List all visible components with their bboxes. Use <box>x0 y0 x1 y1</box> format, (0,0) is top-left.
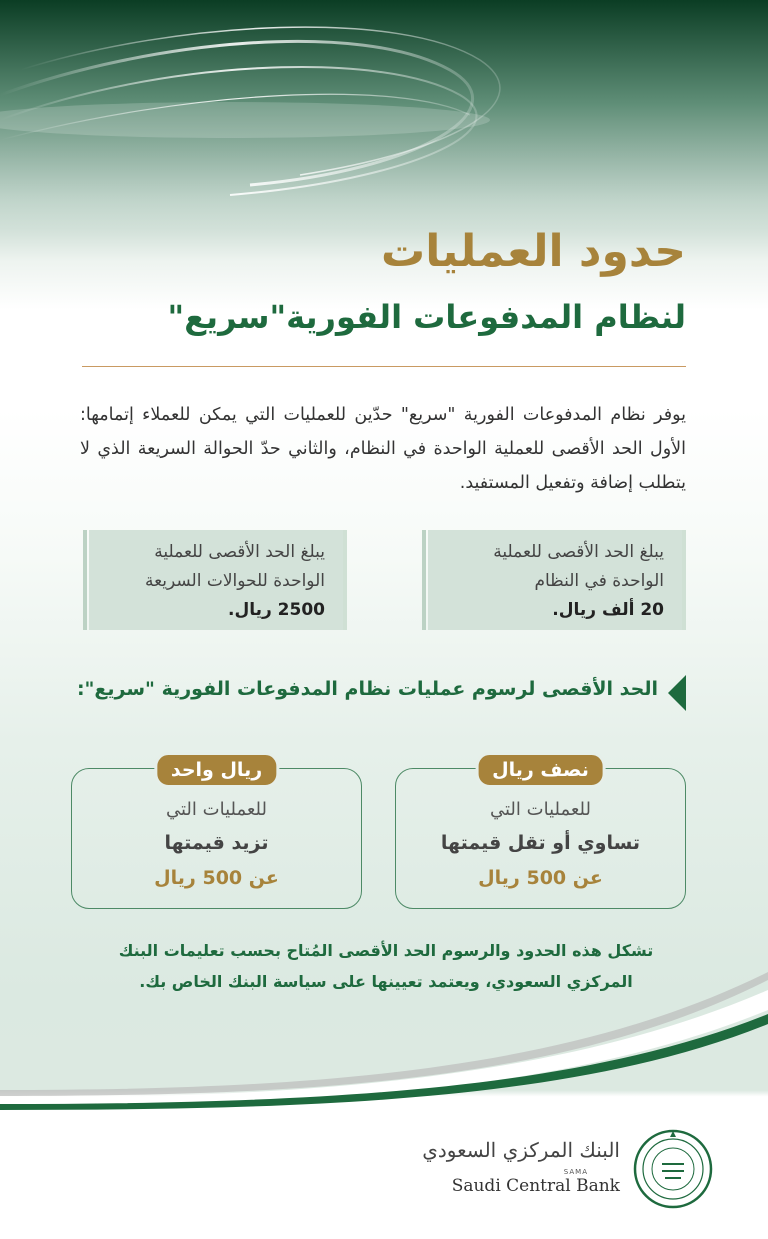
fee-badge: ريال واحد <box>154 752 279 788</box>
sama-logo <box>414 1128 714 1210</box>
fee-line2: تساوي أو تقل قيمتها <box>440 832 641 854</box>
fee-badge: نصف ريال <box>475 752 606 788</box>
fees-heading: الحد الأقصى لرسوم عمليات نظام المدفوعات الفورية "سريع": <box>76 678 658 700</box>
limit-card-line1: يبلغ الحد الأقصى للعملية <box>154 542 325 562</box>
sama-seal-icon <box>632 1128 714 1210</box>
limit-card-bar <box>422 530 426 630</box>
limit-card-bar <box>83 530 87 630</box>
logo-arabic-name: البنك المركزي السعودي <box>422 1138 620 1162</box>
page-subtitle: لنظام المدفوعات الفورية"سريع" <box>167 298 686 336</box>
footer-swoosh-graphic <box>0 920 768 1120</box>
limit-card-amount: 20 ألف ريال. <box>552 600 664 620</box>
fee-line2: تزيد قيمتها <box>164 832 269 854</box>
page-title: حدود العمليات <box>381 226 686 277</box>
fee-line1: للعمليات التي <box>166 799 267 820</box>
fee-line1: للعمليات التي <box>490 799 591 820</box>
logo-abbr: SAMA <box>563 1168 588 1176</box>
header-swirl-graphic <box>0 0 768 230</box>
limit-card-line2: الواحدة في النظام <box>534 571 664 591</box>
limit-card-line2: الواحدة للحوالات السريعة <box>144 571 325 591</box>
fee-card-half-riyal <box>395 759 686 909</box>
fee-card-one-riyal <box>71 759 362 909</box>
title-divider <box>82 366 686 367</box>
disclaimer-text: تشكل هذه الحدود والرسوم الحد الأقصى المُتاح بحسب تعليمات البنك المركزي السعودي، ويعتمد تعيينها على سياسة البنك الخاص بك. <box>118 941 654 991</box>
limit-card-line1: يبلغ الحد الأقصى للعملية <box>493 542 664 562</box>
fee-line3: عن 500 ريال <box>478 867 603 889</box>
logo-english-name: Saudi Central Bank <box>451 1176 620 1196</box>
limit-card-per-transaction <box>428 530 686 630</box>
triangle-marker-icon <box>668 675 686 711</box>
limit-card-amount: 2500 ريال. <box>227 600 325 620</box>
limit-card-quick-transfer <box>89 530 347 630</box>
fee-line3: عن 500 ريال <box>154 867 279 889</box>
intro-paragraph: يوفر نظام المدفوعات الفورية "سريع" حدّين للعمليات التي يمكن للعملاء إتمامها: الأول الحد الأقصى للعملية الواحدة في النظام، والثاني حدّ الحوالة السريعة الذي لا يتطلب إضافة وتفعيل المستفيد. <box>80 405 686 493</box>
